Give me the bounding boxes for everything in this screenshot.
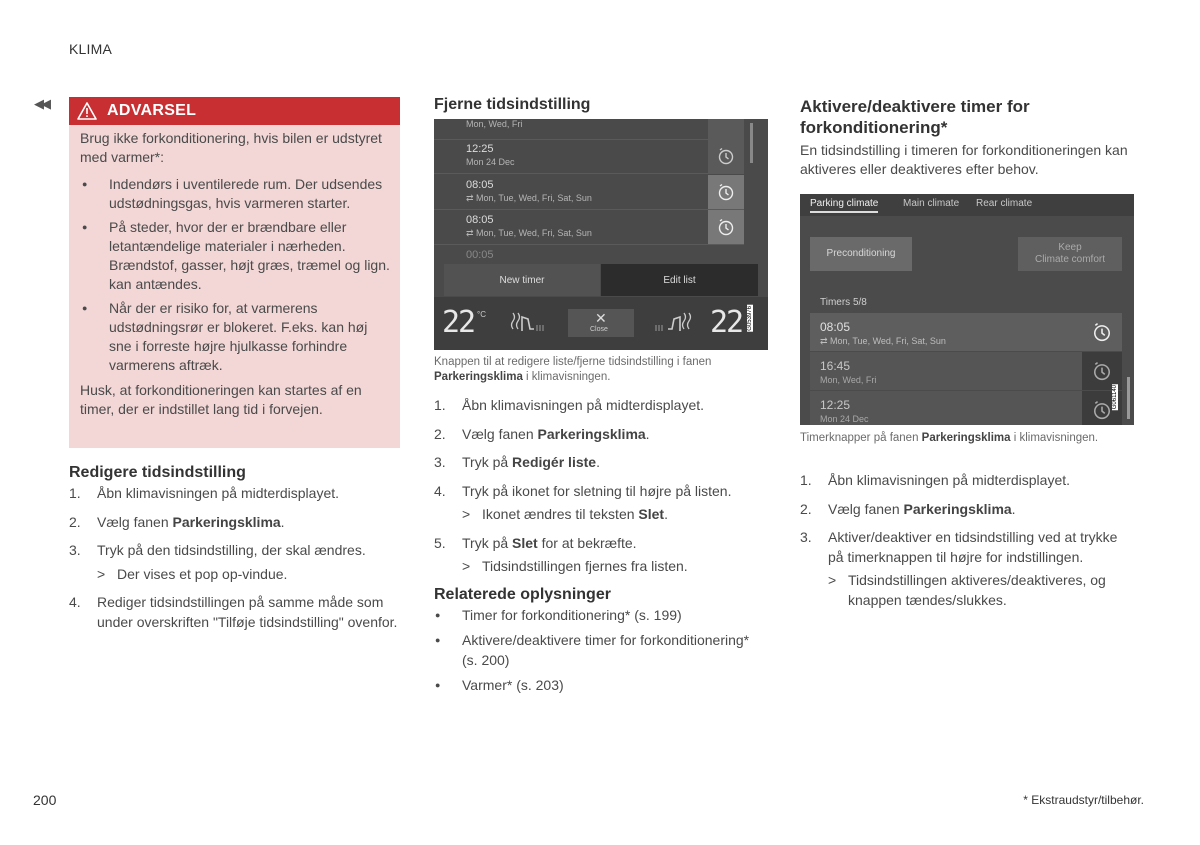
step-number: 1. (69, 485, 81, 501)
warning-list (80, 175, 390, 375)
warning-outro: Husk, at forkonditioneringen kan startes af en timer, der er indstillet lang tid i forvejen. (80, 382, 362, 417)
timer-time: 08:05 (466, 179, 494, 191)
step-result (462, 505, 774, 525)
step-keyword: Redigér liste (512, 454, 597, 470)
caption-keyword: Parkeringsklima (921, 432, 1011, 444)
step-text: . (645, 425, 650, 442)
timer-time: 12:25 (466, 143, 494, 155)
warning-header (69, 97, 400, 125)
tab-main-climate[interactable]: Main climate (903, 198, 960, 209)
step-keyword: Slet (512, 534, 538, 551)
step-text: . (1011, 500, 1016, 517)
step-text: Tryk på (462, 534, 513, 551)
step-text: Åbn klimavisningen på midterdisplayet. (828, 472, 1071, 488)
timer-days: ⇄ Mon, Tue, Wed, Fri, Sat, Sun (466, 228, 592, 238)
scrollbar[interactable] (1127, 377, 1130, 419)
timer-icon (717, 183, 735, 201)
step-text: Rediger tidsindstillingen på samme måde som under overskriften "Tilføje tidsindstilling" ovenfor. (97, 594, 398, 630)
timer-row[interactable] (810, 391, 1082, 425)
step-item (434, 453, 774, 473)
figure-caption (800, 431, 1130, 446)
section-heading: Aktivere/deaktivere timer for forkonditionering* (800, 97, 1030, 137)
warning-intro: Brug ikke forkonditionering, hvis bilen er udstyret med varmer*: (80, 130, 382, 165)
timer-days-text: Mon, Tue, Wed, Fri, Sat, Sun (476, 228, 592, 238)
seat-heat-right-icon[interactable] (654, 311, 694, 333)
caption-text: i klimavisningen. (522, 371, 611, 383)
related-link[interactable]: ● Aktivere/deaktivere timer for forkonditionering* (s. 200) (434, 631, 754, 670)
step-item (434, 396, 774, 416)
section-intro: En tidsindstilling i timeren for forkonditioneringen kan aktiveres eller deaktiveres efter behov. (800, 142, 1128, 177)
warning-bullet: ● Indendørs i uventilerede rum. Der udsendes udstødningsgas, hvis varmeren starter. (80, 175, 390, 213)
step-result (828, 571, 1135, 610)
step-item (800, 471, 1135, 491)
step-text: Vælg fanen (97, 513, 173, 530)
timer-row[interactable] (810, 352, 1082, 390)
new-timer-button[interactable]: New timer (444, 264, 600, 296)
edit-list-button[interactable]: Edit list (601, 264, 758, 296)
step-item (69, 513, 404, 533)
climate-screen-timers (800, 194, 1134, 425)
timer-days: Mon, Wed, Fri (466, 119, 523, 129)
step-result (97, 565, 404, 585)
result-text: Tidsindstillingen fjernes fra listen. (482, 558, 688, 574)
step-text: Aktiver/deaktiver en tidsindstilling ved at trykke på timerknappen til højre for indstillingen. (828, 529, 1118, 565)
timer-days: ⇄ Mon, Tue, Wed, Fri, Sat, Sun (466, 193, 592, 203)
step-item (69, 593, 404, 632)
result-text: Ikonet ændres til teksten (482, 506, 639, 522)
step-keyword: Parkeringsklima (172, 513, 281, 530)
step-number: 3. (434, 454, 446, 470)
timer-time: 00:05 (466, 249, 494, 261)
step-text: Åbn klimavisningen på midterdisplayet. (462, 397, 705, 413)
previous-page-icon[interactable]: ◀◀ (34, 96, 48, 111)
caption-text: Knappen til at redigere liste/fjerne tidsindstilling i fanen (434, 356, 712, 368)
temperature-right[interactable]: 22 (710, 305, 743, 340)
preconditioning-button[interactable]: Preconditioning (810, 237, 912, 271)
step-result (462, 557, 774, 577)
result-arrow-icon: > (462, 506, 471, 522)
temperature-unit: °C (477, 310, 486, 319)
result-text: . (664, 506, 668, 522)
result-arrow-icon: > (97, 565, 106, 582)
result-text: Tidsindstillingen aktiveres/deaktiveres, og knappen tændes/slukkes. (848, 572, 1106, 608)
step-number: 5. (434, 534, 446, 551)
timer-icon (717, 147, 735, 165)
step-number: 3. (69, 542, 81, 558)
step-number: 2. (69, 513, 81, 530)
step-text: . (596, 454, 600, 470)
step-text: for at bekræfte. (537, 534, 637, 551)
timer-row[interactable] (810, 313, 1082, 351)
step-number: 2. (800, 500, 812, 517)
step-item (434, 482, 774, 525)
timer-time: 08:05 (466, 214, 494, 226)
timer-icon[interactable] (708, 119, 744, 139)
related-link[interactable]: ● Timer for forkonditionering* (s. 199) (434, 606, 754, 626)
timer-days: ⇄ Mon, Tue, Wed, Fri, Sat, Sun (820, 336, 946, 346)
image-code: G053976 (747, 306, 753, 331)
timer-row (434, 119, 744, 140)
temperature-left[interactable]: 22 (442, 305, 475, 340)
timer-icon (717, 218, 735, 236)
step-number: 4. (69, 594, 81, 610)
climate-bar (434, 297, 768, 350)
timer-row (434, 175, 744, 210)
step-number: 1. (800, 472, 812, 488)
tab-rear-climate[interactable]: Rear climate (976, 198, 1033, 209)
timer-time: 08:05 (820, 320, 851, 334)
timer-row (434, 139, 744, 174)
climate-screen-edit-list (434, 119, 768, 350)
warning-bullet: ● Når der er risiko for, at varmerens udstødningsrør er blokeret. F.eks. kan høj sne i forreste højre hjulkasse forhindre varmerens aftræk. (80, 299, 390, 375)
result-text: Der vises et pop op-vindue. (117, 565, 288, 582)
step-list (800, 471, 1135, 610)
section-activate-steps (800, 471, 1135, 619)
seat-heat-left-icon[interactable] (510, 311, 546, 333)
step-number: 2. (434, 425, 446, 442)
section-edit-timer (69, 464, 404, 641)
related-link[interactable]: ● Varmer* (s. 203) (434, 676, 754, 696)
step-text: Vælg fanen (828, 500, 904, 517)
close-button[interactable] (568, 309, 634, 337)
section-heading-remove-timer: Fjerne tidsindstilling (434, 96, 591, 113)
step-list (434, 396, 774, 577)
step-text: Tryk på ikonet for sletning til højre på listen. (462, 482, 732, 499)
page-number: 200 (33, 792, 57, 808)
step-text: Tryk på (462, 454, 513, 470)
section-activate-timer (800, 96, 1140, 179)
step-item (434, 425, 774, 445)
tab-parking-climate[interactable]: Parking climate (810, 198, 878, 213)
warning-bullet: ● På steder, hvor der er brændbare eller letantændelige materialer i nærheden. Brændstof, gasser, højt græs, træmel og lign. kan antændes. (80, 218, 390, 294)
step-keyword: Parkeringsklima (903, 500, 1012, 517)
step-item (69, 541, 404, 584)
section-remove-steps (434, 396, 774, 702)
step-list (69, 484, 404, 632)
image-code: G061140 (1112, 385, 1118, 410)
close-label: Close (590, 326, 608, 333)
timer-toggle-button[interactable] (708, 210, 744, 244)
timer-days: Mon 24 Dec (466, 157, 515, 167)
step-number: 3. (800, 529, 812, 545)
timer-toggle-button[interactable] (708, 175, 744, 209)
related-heading: Relaterede oplysninger (434, 585, 611, 603)
result-arrow-icon: > (828, 572, 837, 588)
step-number: 1. (434, 397, 446, 413)
timer-days: Mon 24 Dec (820, 414, 869, 424)
step-number: 4. (434, 482, 446, 499)
page-header-title: KLIMA (69, 41, 113, 57)
step-text: Tryk på den tidsindstilling, der skal ændres. (97, 542, 366, 558)
section-heading: Redigere tidsindstilling (69, 464, 246, 481)
figure-caption (434, 355, 768, 385)
timer-icon (1092, 400, 1112, 420)
caption-text: Timerknapper på fanen (800, 432, 922, 444)
timer-days: Mon, Wed, Fri (820, 375, 877, 385)
timer-days-text: Mon, Tue, Wed, Fri, Sat, Sun (830, 336, 946, 346)
caption-text: i klimavisningen. (1010, 432, 1099, 444)
keep-climate-comfort-button[interactable]: Keep Climate comfort (1018, 237, 1122, 271)
close-icon: ✕ (595, 310, 607, 326)
step-text: Åbn klimavisningen på midterdisplayet. (97, 485, 340, 501)
caption-keyword: Parkeringsklima (434, 371, 523, 383)
timer-time: 12:25 (820, 398, 851, 412)
climate-tabs (800, 194, 1134, 216)
timer-icon (1092, 322, 1112, 342)
related-list (434, 606, 754, 696)
timer-toggle-button[interactable] (1082, 313, 1122, 351)
result-keyword: Slet (638, 506, 665, 522)
timer-icon (1092, 361, 1112, 381)
timer-toggle-button[interactable] (708, 139, 744, 173)
footnote: * Ekstraudstyr/tilbehør. (1023, 793, 1144, 807)
warning-box (69, 97, 400, 448)
step-item (434, 534, 774, 577)
step-text: . (280, 513, 285, 530)
scrollbar[interactable] (750, 123, 753, 163)
step-item (800, 500, 1135, 520)
step-item (69, 484, 404, 504)
timers-count-label: Timers 5/8 (820, 297, 867, 308)
warning-title: ADVARSEL (107, 102, 197, 119)
timer-row (434, 210, 744, 245)
step-item (800, 528, 1135, 610)
step-text: Vælg fanen (462, 425, 538, 442)
result-arrow-icon: > (462, 558, 471, 574)
step-keyword: Parkeringsklima (537, 425, 646, 442)
timer-days-text: Mon, Tue, Wed, Fri, Sat, Sun (476, 193, 592, 203)
warning-triangle-icon (77, 102, 97, 120)
timer-time: 16:45 (820, 359, 851, 373)
